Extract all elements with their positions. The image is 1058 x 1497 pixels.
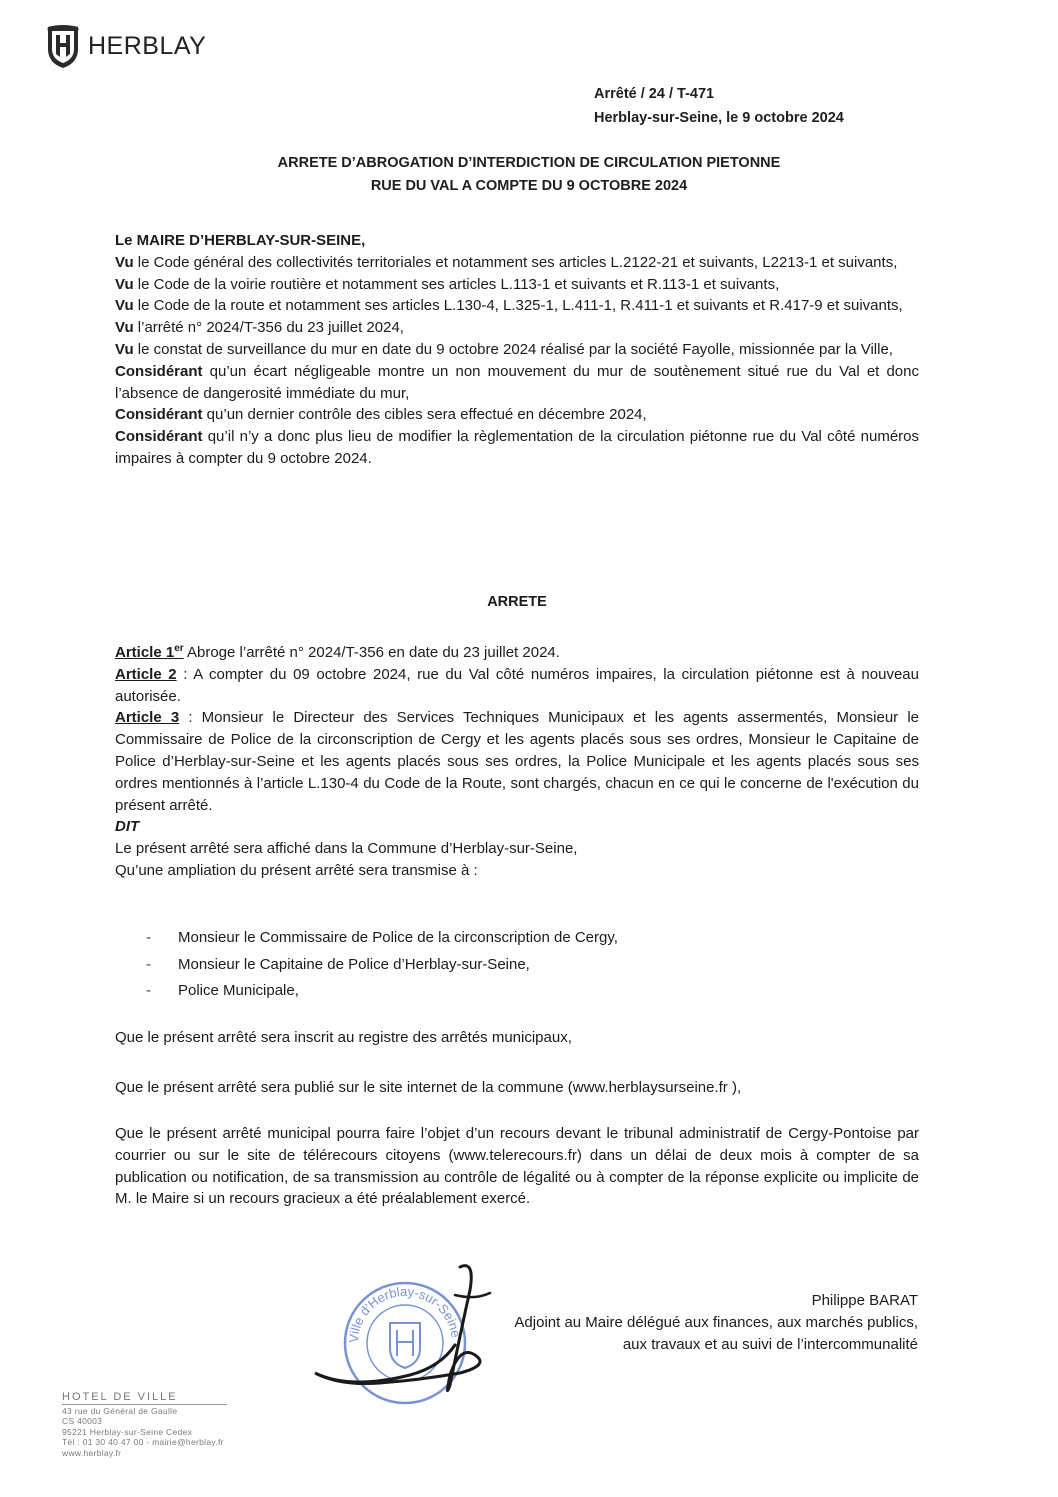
footer-line: CS 40003 xyxy=(62,1416,103,1426)
signatory-role: aux travaux et au suivi de l’intercommunalité xyxy=(622,1336,918,1353)
article-3: Article 3 : Monsieur le Directeur des Services Techniques Municipaux et les agents assermentés, Monsieur le Commissaire de Police de la circonscription de Cergy et les agents placés sous ses ordres, Monsieur le Capitaine de Police d’Herblay-sur-Seine et les agents placés sous ses ordres, la Police Municipale et les agents placés sous ses ordres mentionnés à l’article L.130-4 du Code de la Route, sont chargés, chacun en ce qui le concerne de l'exécution du présent arrêté. xyxy=(115,709,919,814)
svg-text:Ville d'Herblay-sur-Seine: Ville d'Herblay-sur-Seine xyxy=(345,1283,464,1344)
logo-text: HERBLAY xyxy=(88,31,207,60)
footer-line: Tél : 01 30 40 47 00 - mairie@herblay.fr xyxy=(62,1437,224,1447)
registre-paragraph: Que le présent arrêté sera inscrit au registre des arrêtés municipaux, xyxy=(115,1029,572,1046)
considerant-clause: Considérant qu’un écart négligeable montre un non mouvement du mur de soutènement situé rue du Val et donc l’absence de dangerosité immédiate du mur, xyxy=(115,362,919,402)
recours-paragraph: Que le présent arrêté municipal pourra faire l’objet d’un recours devant le tribunal administratif de Cergy-Pontoise par courrier ou sur le site de télérecours citoyens (www.telerecours.fr) dans un délai de deux mois à compter de sa publication ou notification, de sa transmission au contrôle de légalité ou à compter de la réponse explicite ou implicite de M. le Maire si un recours gracieux a été préalablement exercé. xyxy=(115,1125,919,1208)
arrete-reference: Arrêté / 24 / T-471 xyxy=(594,86,715,102)
vu-clause: Vu le Code de la route et notamment ses articles L.130-4, L.325-1, L.411-1, R.411-1 et suivants et R.417-9 et suivants, xyxy=(115,297,903,315)
footer-line: 43 rue du Général de Gaulle xyxy=(62,1405,178,1416)
dit-heading: DIT xyxy=(115,818,140,836)
coat-of-arms-icon xyxy=(44,23,82,69)
decision-heading: ARRETE xyxy=(487,594,547,610)
reference-block xyxy=(594,82,844,130)
list-item: - Monsieur le Capitaine de Police d’Herblay-sur-Seine, xyxy=(146,955,530,973)
considerant-clause: Considérant qu’un dernier contrôle des cibles sera effectué en décembre 2024, xyxy=(115,406,647,424)
list-item: - Monsieur le Commissaire de Police de la circonscription de Cergy, xyxy=(146,929,618,946)
title-line-1: ARRETE D’ABROGATION D’INTERDICTION DE CIRCULATION PIETONNE xyxy=(277,155,781,171)
footer-address xyxy=(62,1392,227,1458)
footer-line: www.herblay.fr xyxy=(62,1447,122,1458)
title-line-2: RUE DU VAL A COMPTE DU 9 OCTOBRE 2024 xyxy=(370,178,688,194)
recipients-list xyxy=(146,925,618,1005)
article-1: Article 1er Abroge l’arrêté n° 2024/T-356 en date du 23 juillet 2024. xyxy=(115,643,560,661)
considerant-clause: Considérant qu’il n’y a donc plus lieu de modifier la règlementation de la circulation piétonne rue du Val côté numéros impaires à compter du 9 octobre 2024. xyxy=(115,428,919,467)
article-2: Article 2 : A compter du 09 octobre 2024, rue du Val côté numéros impaires, la circulation piétonne est à nouveau autorisée. xyxy=(115,665,919,705)
articles xyxy=(115,638,919,882)
footer-title: HOTEL DE VILLE xyxy=(62,1392,227,1405)
vu-clause: Vu le Code de la voirie routière et notamment ses articles L.113-1 et suivants et R.113-1 et suivants, xyxy=(115,275,780,293)
dit-line: Le présent arrêté sera affiché dans la Commune d’Herblay-sur-Seine, xyxy=(115,840,578,858)
vu-clause: Vu le constat de surveillance du mur en date du 9 octobre 2024 réalisé par la société Fayolle, missionnée par la Ville, xyxy=(115,340,893,358)
vu-clause: Vu l’arrêté n° 2024/T-356 du 23 juillet 2024, xyxy=(115,319,404,337)
signature-block xyxy=(514,1290,918,1356)
publication-paragraph: Que le présent arrêté sera publié sur le site internet de la commune (www.herblaysurseine.fr ), xyxy=(115,1079,742,1096)
list-item: - Police Municipale, xyxy=(146,982,299,999)
handwritten-signature xyxy=(300,1255,510,1405)
maire-heading: Le MAIRE D’HERBLAY-SUR-SEINE, xyxy=(115,232,366,249)
herblay-logo xyxy=(44,23,206,69)
footer-line: 95221 Herblay-sur-Seine Cedex xyxy=(62,1426,193,1437)
place-date: Herblay-sur-Seine, le 9 octobre 2024 xyxy=(594,110,844,126)
signatory-role: Adjoint au Maire délégué aux finances, aux marchés publics, xyxy=(514,1314,918,1331)
preamble xyxy=(115,230,919,470)
vu-clause: Vu le Code général des collectivités territoriales et notamment ses articles L.2122-21 et suivants, L2213-1 et suivants, xyxy=(115,253,898,271)
document-title xyxy=(0,152,1058,198)
signatory-name: Philippe BARAT xyxy=(811,1292,918,1309)
dit-line: Qu’une ampliation du présent arrêté sera transmise à : xyxy=(115,861,478,879)
